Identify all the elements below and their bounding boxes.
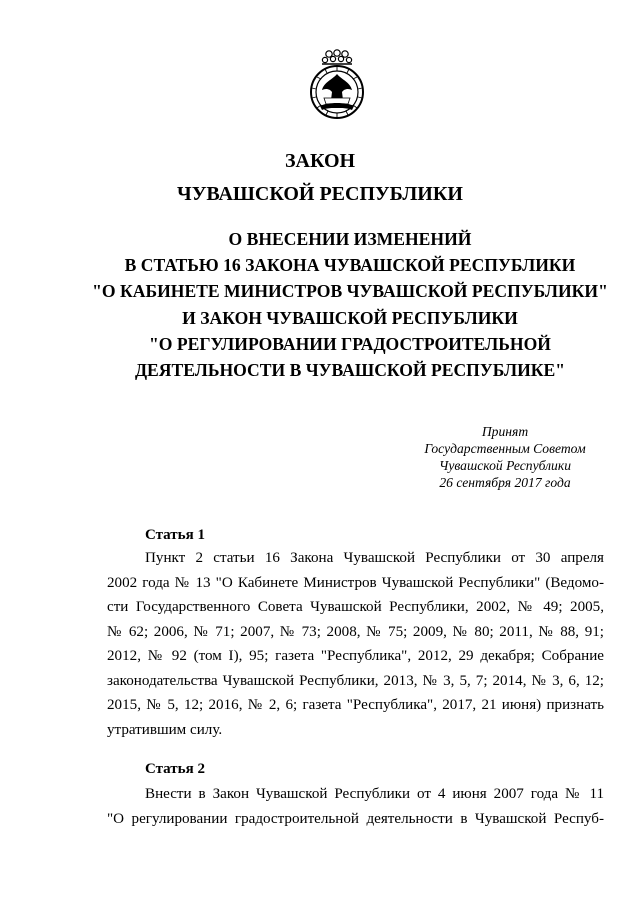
text-line: законодательства Чувашской Республики, 2013, № 3, 5, 7; 2014, № 3, 6, 12; — [107, 672, 604, 689]
text-line: 2015, № 5, 12; 2016, № 2, 6; газета "Республика", 2017, 21 июня) признать — [107, 697, 604, 713]
adoption-line: Принят — [481, 424, 529, 439]
text-line: Внести в Закон Чувашской Республики от 4 июня 2007 года № 11 — [145, 786, 604, 802]
article-2-text — [107, 782, 604, 831]
subject-line: В СТАТЬЮ 16 ЗАКОНА ЧУВАШСКОЙ РЕСПУБЛИКИ — [124, 255, 576, 276]
law-subject-heading — [80, 226, 620, 383]
text-line: Пункт 2 статьи 16 Закона Чувашской Республики от 30 апреля — [145, 550, 604, 566]
article-2-heading: Статья 2 — [145, 761, 205, 777]
article-1-heading: Статья 1 — [145, 527, 205, 543]
coat-of-arms-emblem — [302, 48, 372, 120]
document-title-republic: ЧУВАШСКОЙ РЕСПУБЛИКИ — [177, 183, 463, 205]
text-line: сти Государственного Совета Чувашской Республики, 2002, № 49; 2005, — [107, 599, 604, 615]
adoption-line: Государственным Советом — [424, 441, 586, 456]
text-line: № 62; 2006, № 71; 2007, № 73; 2008, № 75; 2009, № 80; 2011, № 88, 91; — [107, 623, 604, 640]
text-line: "О регулировании градостроительной деятельности в Чувашской Респуб- — [107, 810, 604, 827]
subject-line: "О КАБИНЕТЕ МИНИСТРОВ ЧУВАШСКОЙ РЕСПУБЛИКИ" — [92, 281, 608, 302]
article-1-text — [107, 546, 604, 742]
document-title: ЗАКОН — [284, 150, 356, 172]
subject-line: О ВНЕСЕНИИ ИЗМЕНЕНИЙ — [228, 229, 472, 249]
text-line: утратившим силу. — [107, 721, 223, 738]
subject-line: И ЗАКОН ЧУВАШСКОЙ РЕСПУБЛИКИ — [182, 307, 518, 328]
adoption-line: Чувашской Республики — [438, 458, 572, 473]
text-line: 2002 года № 13 "О Кабинете Министров Чувашской Республики" (Ведомо- — [107, 574, 604, 591]
adoption-date: 26 сентября 2017 года — [439, 475, 571, 490]
adoption-note — [400, 423, 610, 491]
subject-line: "О РЕГУЛИРОВАНИИ ГРАДОСТРОИТЕЛЬНОЙ — [149, 333, 551, 354]
text-line: 2012, № 92 (том I), 95; газета "Республика", 2012, 29 декабря; Собрание — [107, 648, 604, 664]
subject-line: ДЕЯТЕЛЬНОСТИ В ЧУВАШСКОЙ РЕСПУБЛИКЕ" — [134, 360, 566, 381]
